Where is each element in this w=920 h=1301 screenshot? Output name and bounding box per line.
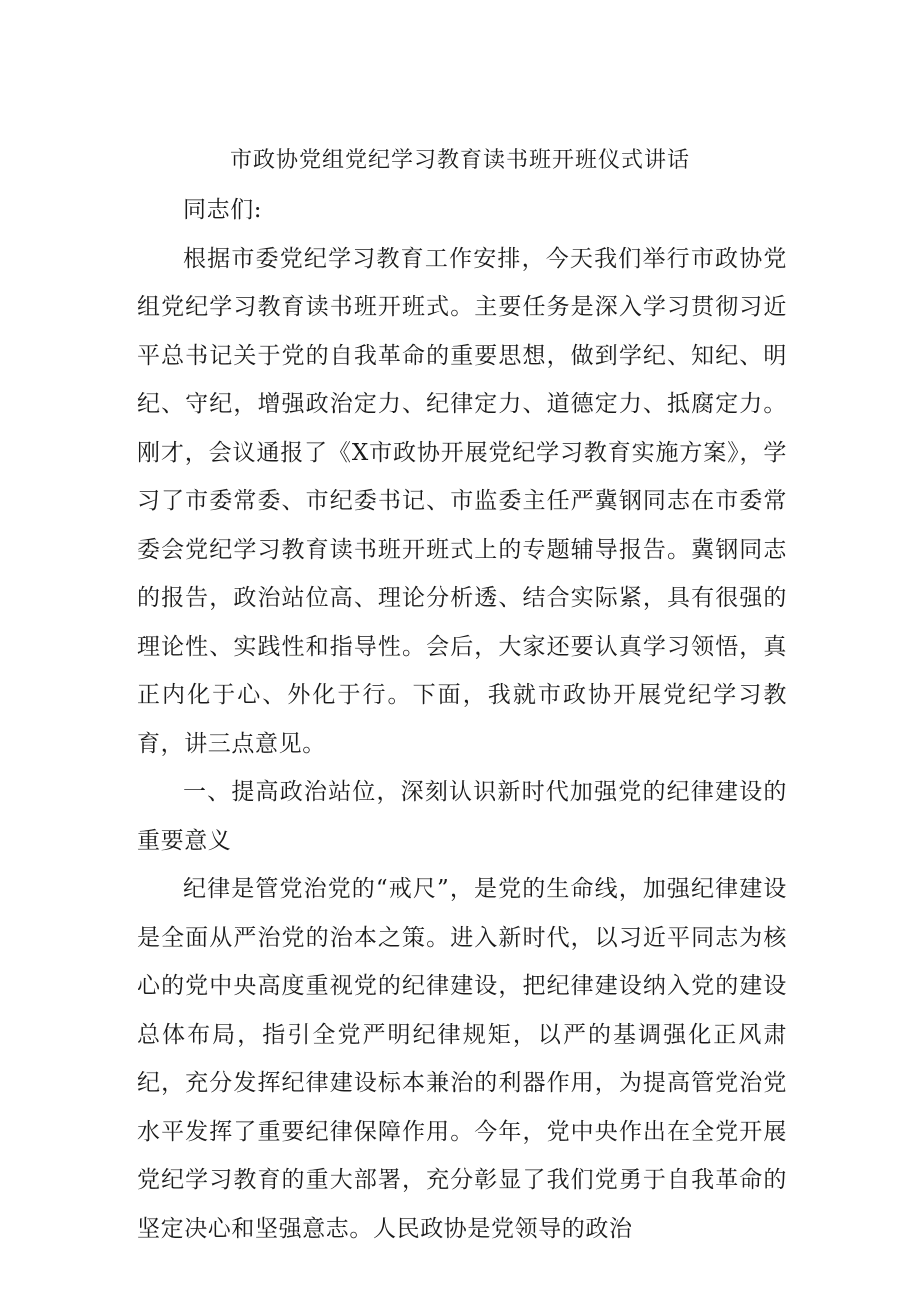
document-title: 市政协党组党纪学习教育读书班开班仪式讲话 — [229, 148, 690, 173]
salutation: 同志们: — [183, 197, 263, 223]
section-heading-1: 一、提高政治站位，深刻认识新时代加强党的纪律建设的重要意义 — [137, 779, 787, 854]
paragraph-intro: 根据市委党纪学习教育工作安排，今天我们举行市政协党组党纪学习教育读书班开班式。主要任务是深入学习贯彻习近平总书记关于党的自我革命的重要思想，做到学纪、知纪、明纪、守纪，增强政治定力、纪律定力、道德定力、抵腐定力。刚才，会议通报了《X市政协开展党纪学习教育实施方案》，学习了市委常委、市纪委书记、市监委主任严冀钢同志在市委常委会党纪学习教育读书班开班式上的专题辅导报告。冀钢同志的报告，政治站位高、理论分析透、结合实际紧，具有很强的理论性、实践性和指导性。会后，大家还要认真学习领悟，真正内化于心、外化于行。下面，我就市政协开展党纪学习教育，讲三点意见。 — [137, 245, 787, 757]
document-body — [137, 186, 787, 1253]
paragraph-discipline: 纪律是管党治党的“戒尺”，是党的生命线，加强纪律建设是全面从严治党的治本之策。进入新时代，以习近平同志为核心的党中央高度重视党的纪律建设，把纪律建设纳入党的建设总体布局，指引全党严明纪律规矩，以严的基调强化正风肃纪，充分发挥纪律建设标本兼治的利器作用，为提高管党治党水平发挥了重要纪律保障作用。今年，党中央作出在全党开展党纪学习教育的重大部署，充分彰显了我们党勇于自我革命的坚定决心和坚强意志。人民政协是党领导的政治 — [137, 876, 787, 1242]
